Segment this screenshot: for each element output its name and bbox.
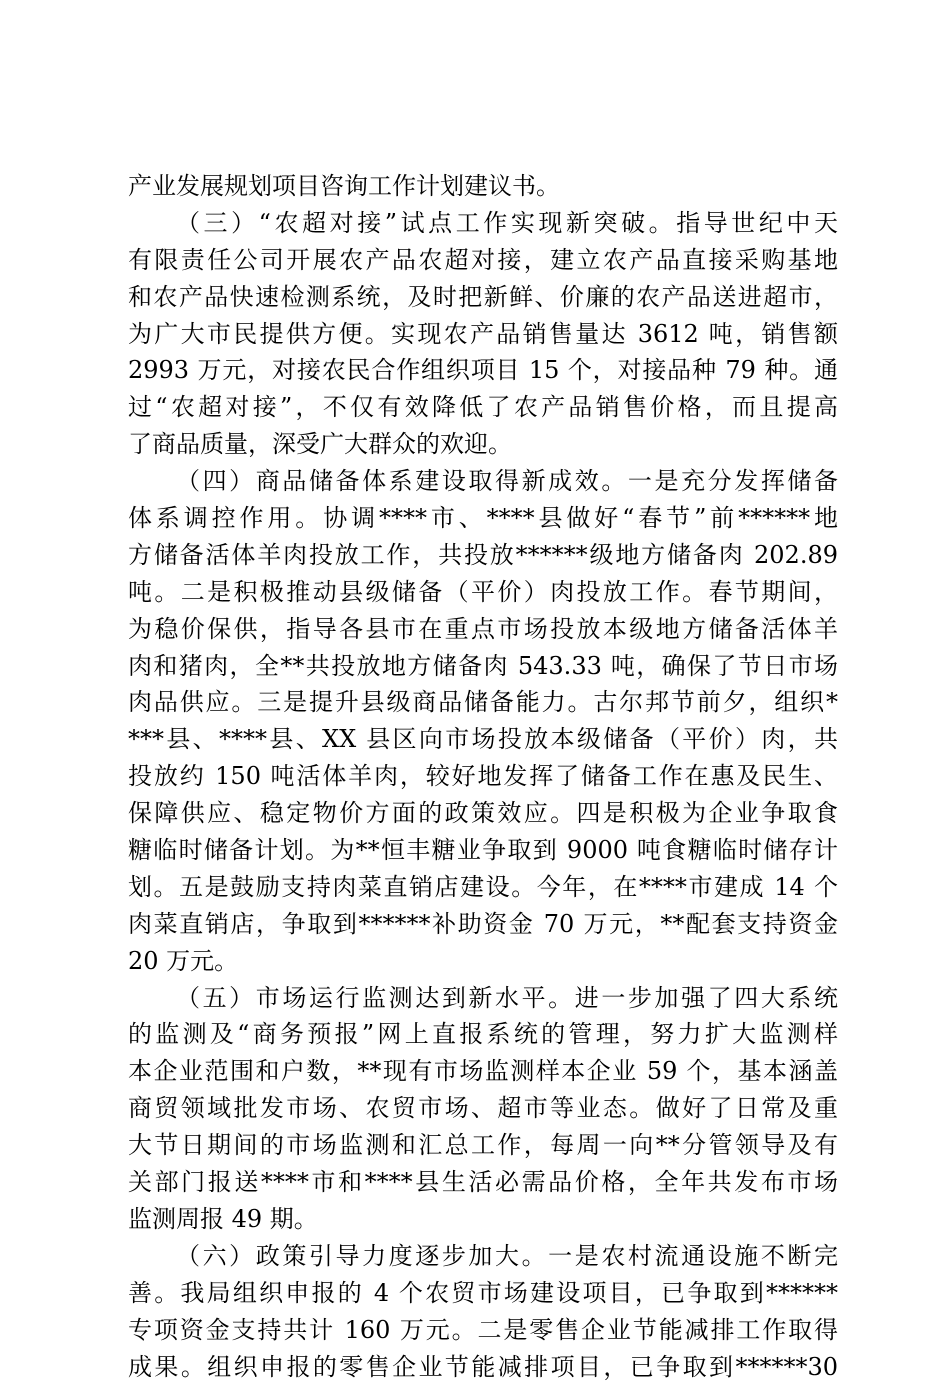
text-line: 2993 万元，对接农民合作组织项目 15 个，对接品种 79 种。通 <box>128 352 838 389</box>
text-line: 糖临时储备计划。为**恒丰糖业争取到 9000 吨食糖临时储存计 <box>128 832 838 869</box>
section-heading-line: （三）“农超对接”试点工作实现新突破。指导世纪中天 <box>128 205 838 242</box>
text-line: 有限责任公司开展农产品农超对接，建立农产品直接采购基地 <box>128 242 838 279</box>
text-line: 本企业范围和户数，**现有市场监测样本企业 59 个，基本涵盖 <box>128 1053 838 1090</box>
text-line: 产业发展规划项目咨询工作计划建议书。 <box>128 168 838 205</box>
text-line: 肉菜直销店，争取到******补助资金 70 万元，**配套支持资金 <box>128 906 838 943</box>
text-line: 为广大市民提供方便。实现农产品销售量达 3612 吨，销售额 <box>128 316 838 353</box>
body-text <box>128 168 838 1385</box>
text-line: 保障供应、稳定物价方面的政策效应。四是积极为企业争取食 <box>128 795 838 832</box>
text-line: 和农产品快速检测系统，及时把新鲜、价廉的农产品送进超市， <box>128 279 838 316</box>
text-line: 监测周报 49 期。 <box>128 1201 838 1238</box>
text-line: 过“农超对接”，不仅有效降低了农产品销售价格，而且提高 <box>128 389 838 426</box>
text-line: 的监测及“商务预报”网上直报系统的管理，努力扩大监测样 <box>128 1016 838 1053</box>
text-line: 肉和猪肉，全**共投放地方储备肉 543.33 吨，确保了节日市场 <box>128 648 838 685</box>
text-line: 划。五是鼓励支持肉菜直销店建设。今年，在****市建成 14 个 <box>128 869 838 906</box>
text-line: 投放约 150 吨活体羊肉，较好地发挥了储备工作在惠及民生、 <box>128 758 838 795</box>
text-line: 商贸领域批发市场、农贸市场、超市等业态。做好了日常及重 <box>128 1090 838 1127</box>
text-line: 专项资金支持共计 160 万元。二是零售企业节能减排工作取得 <box>128 1312 838 1349</box>
section-heading-line: （六）政策引导力度逐步加大。一是农村流通设施不断完 <box>128 1238 838 1275</box>
text-line: 肉品供应。三是提升县级商品储备能力。古尔邦节前夕，组织* <box>128 684 838 721</box>
text-line: 关部门报送****市和****县生活必需品价格，全年共发布市场 <box>128 1164 838 1201</box>
text-line: ***县、****县、XX 县区向市场投放本级储备（平价）肉，共 <box>128 721 838 758</box>
section-heading-line: （五）市场运行监测达到新水平。进一步加强了四大系统 <box>128 980 838 1017</box>
text-line: 善。我局组织申报的 4 个农贸市场建设项目，已争取到****** <box>128 1275 838 1312</box>
text-line: 大节日期间的市场监测和汇总工作，每周一向**分管领导及有 <box>128 1127 838 1164</box>
text-line: 为稳价保供，指导各县市在重点市场投放本级地方储备活体羊 <box>128 611 838 648</box>
text-line: 体系调控作用。协调****市、****县做好“春节”前******地 <box>128 500 838 537</box>
text-line: 方储备活体羊肉投放工作，共投放******级地方储备肉 202.89 <box>128 537 838 574</box>
text-line: 吨。二是积极推动县级储备（平价）肉投放工作。春节期间， <box>128 574 838 611</box>
text-line: 了商品质量，深受广大群众的欢迎。 <box>128 426 838 463</box>
text-line: 成果。组织申报的零售企业节能减排项目，已争取到******30 <box>128 1349 838 1385</box>
section-heading-line: （四）商品储备体系建设取得新成效。一是充分发挥储备 <box>128 463 838 500</box>
text-line: 20 万元。 <box>128 943 838 980</box>
